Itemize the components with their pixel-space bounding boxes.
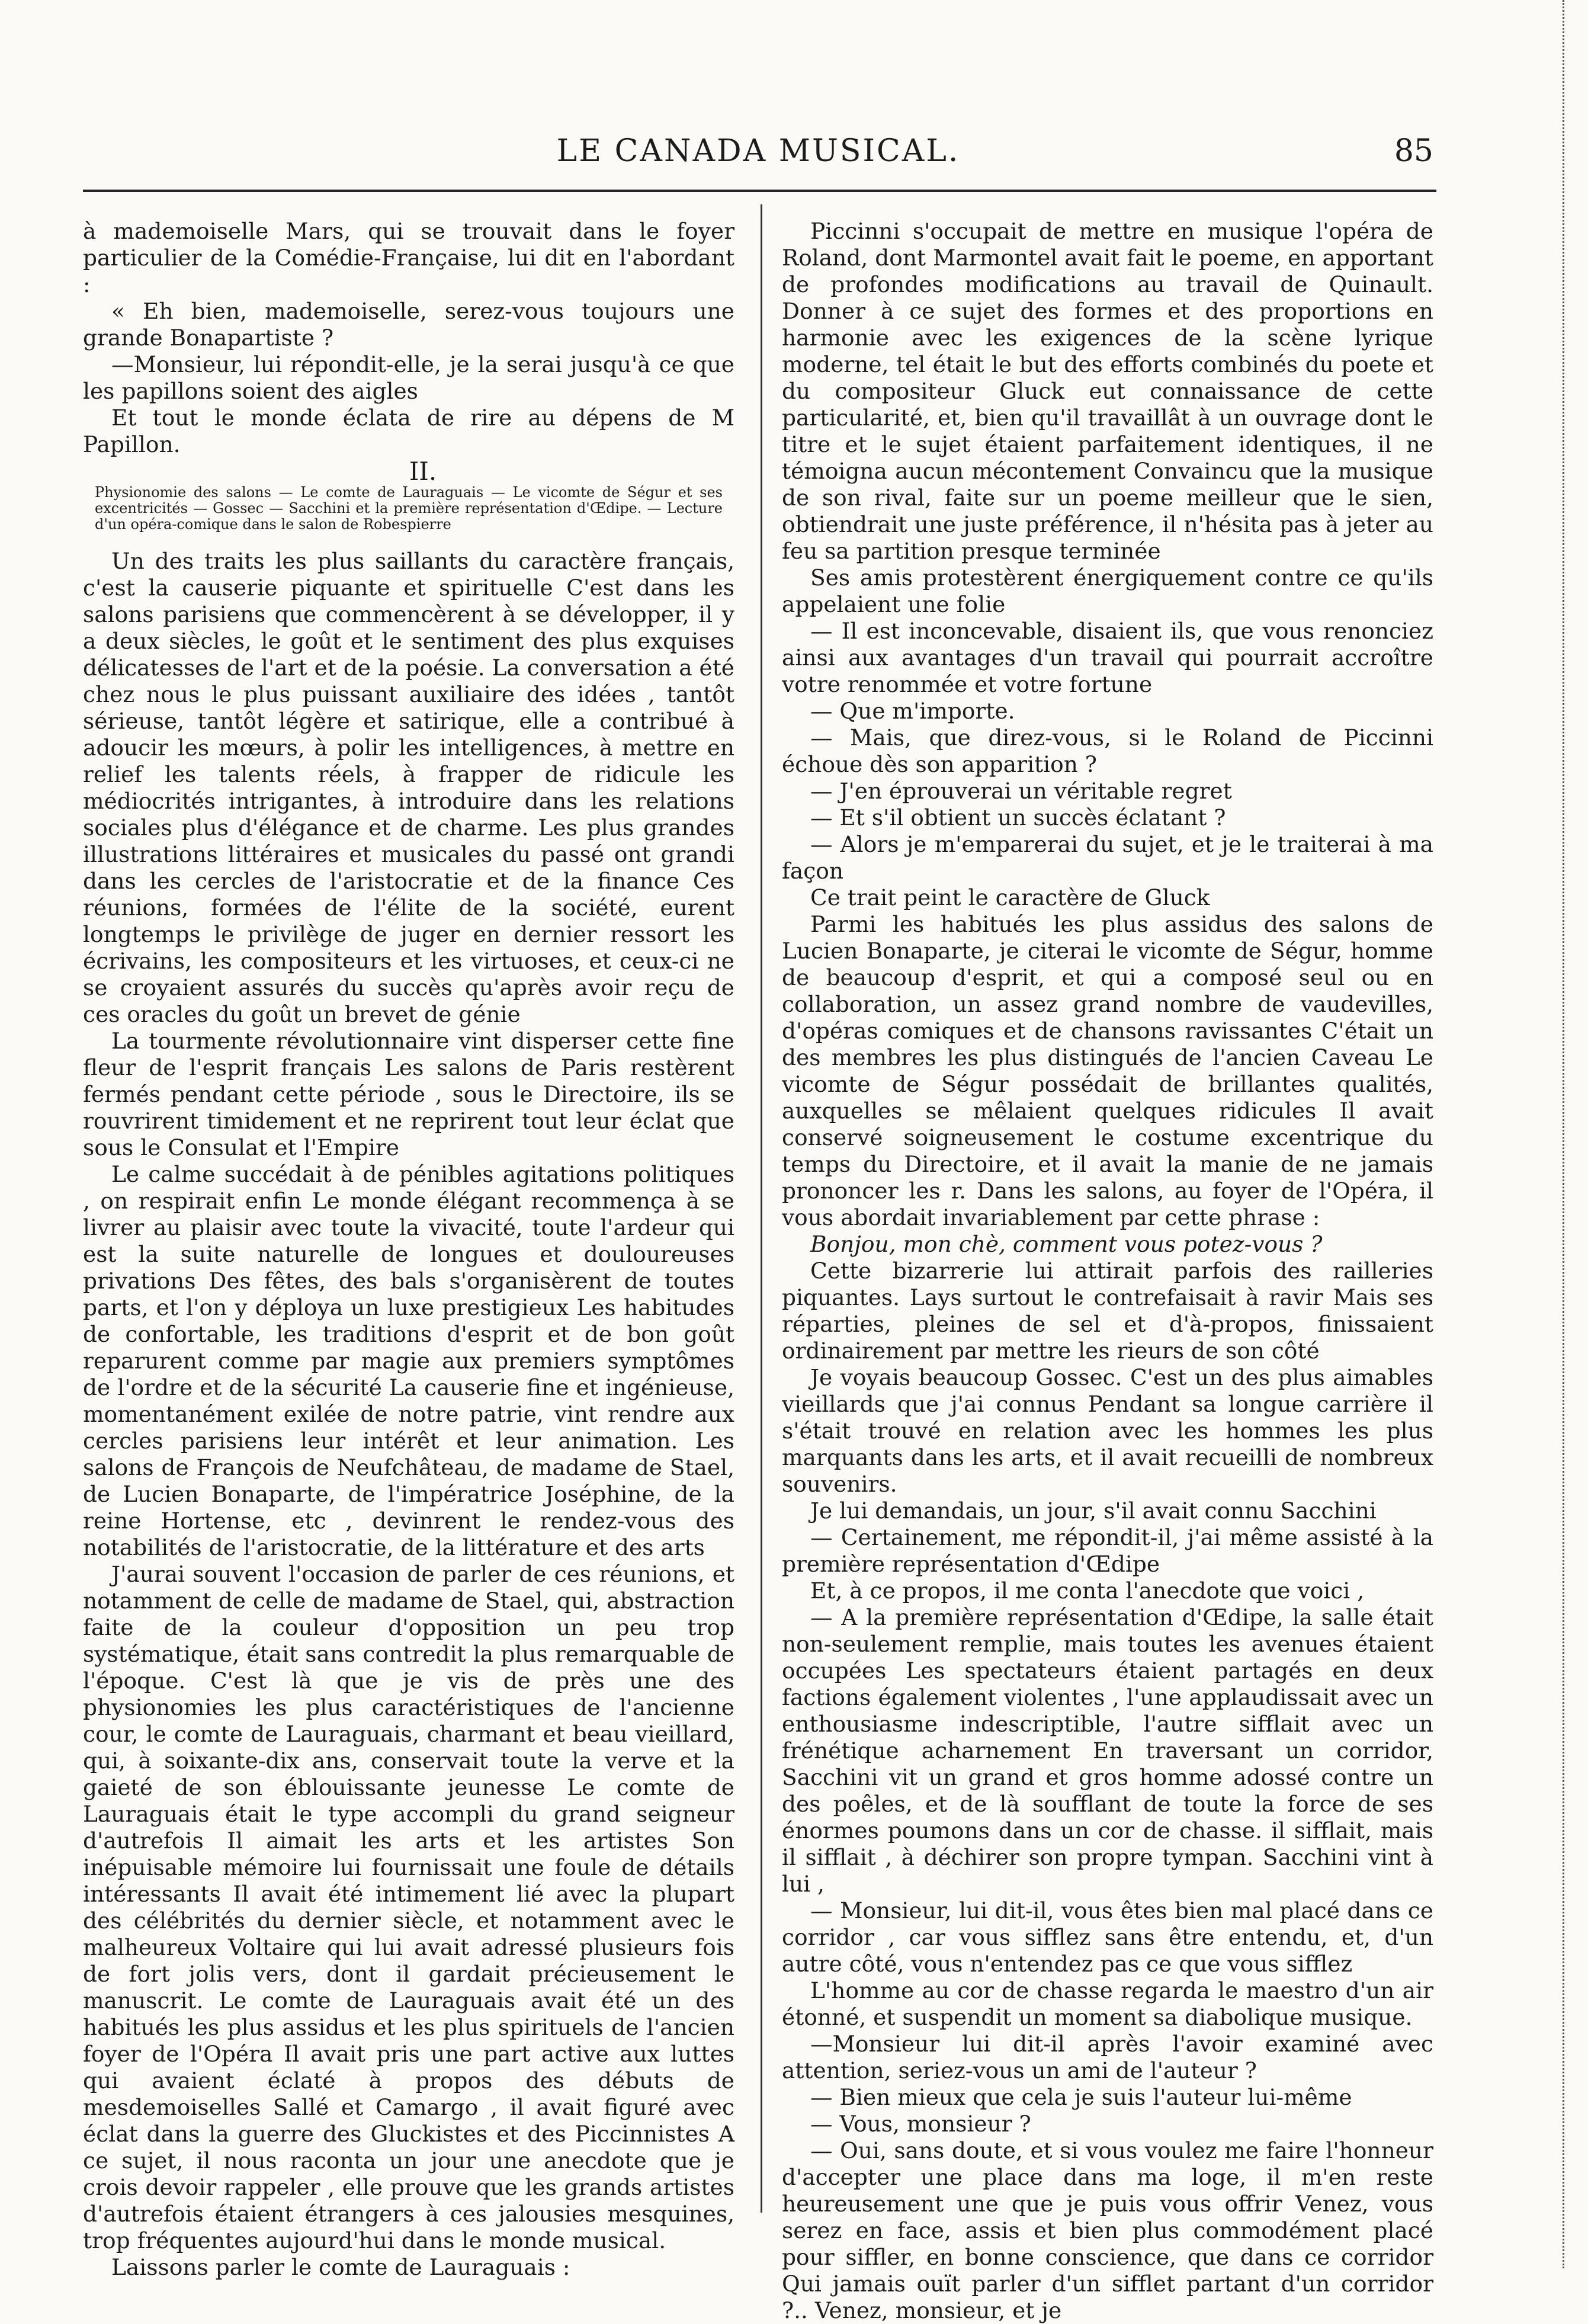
paragraph: —Monsieur, lui répondit-elle, je la serai jusqu'à ce que les papillons soient des aigles bbox=[83, 351, 734, 404]
paragraph: L'homme au cor de chasse regarda le maestro d'un air étonné, et suspendit un moment sa diabolique musique. bbox=[782, 1977, 1433, 2030]
section-summary: Physionomie des salons — Le comte de Lauraguais — Le vicomte de Ségur et ses excentricités — Gossec — Sacchini et la première représentation d'Œdipe. — Lecture d'un opéra-comique dans le salon de Robespierre bbox=[95, 484, 723, 533]
paragraph: — Et s'il obtient un succès éclatant ? bbox=[810, 804, 1226, 831]
paragraph: J'aurai souvent l'occasion de parler de ces réunions, et notamment de celle de madame de Stael, qui, abstraction faite de la couleur d'opposition un peu trop systématique, était sans contredit la plus remarquable de l'époque. C'est là que je vis de près une des physionomies les plus caractéristiques de l'ancienne cour, le comte de Lauraguais, charmant et beau vieillard, qui, à soixante-dix ans, conservait toute la verve et la gaieté de son éblouissante jeunesse Le comte de Lauraguais était le type accompli du grand seigneur d'autrefois Il aimait les arts et les artistes Son inépuisable mémoire lui fournissait une foule de détails intéressants Il avait été intimement lié avec la plupart des célébrités du dernier siècle, et notamment avec le malheureux Voltaire qui lui avait adressé plusieurs fois de fort jolis vers, dont il gardait précieusement le manuscrit. Le comte de Lauraguais avait été un des habitués les plus assidus et les plus spirituels de l'ancien foyer de l'Opéra Il avait pris une part active aux luttes qui avaient éclaté à propos des débuts de mesdemoiselles Sallé et Camargo , il avait figuré avec éclat dans la guerre des Gluckistes et des Piccinnistes A ce sujet, il nous raconta un jour une anecdote que je crois devoir rappeler , elle prouve que les grands artistes d'autrefois étaient étrangers à ces jalousies mesquines, trop fréquentes aujourd'hui dans le monde musical. bbox=[83, 1561, 734, 2254]
paragraph: Ses amis protestèrent énergiquement contre ce qu'ils appelaient une folie bbox=[782, 565, 1433, 617]
paragraph: Et, à ce propos, il me conta l'anecdote que voici , bbox=[810, 1578, 1365, 1604]
paragraph: Et tout le monde éclata de rire au dépens de M Papillon. bbox=[83, 405, 734, 457]
section-number: II. bbox=[409, 457, 437, 486]
paragraph: — Il est inconcevable, disaient ils, que vous renonciez ainsi aux avantages d'un travail qui pourrait accroître votre renommée et votre fortune bbox=[782, 618, 1433, 697]
paragraph-italic: Bonjou, mon chè, comment vous potez-vous ? bbox=[810, 1231, 1323, 1257]
page-number: 85 bbox=[1394, 133, 1433, 169]
paragraph: — Bien mieux que cela je suis l'auteur lui-même bbox=[810, 2084, 1352, 2110]
paragraph: Piccinni s'occupait de mettre en musique l'opéra de Roland, dont Marmontel avait fait le poeme, en apportant de profondes modifications au travail de Quinault. Donner à ce sujet des formes et des proportions en harmonie avec les exigences de la scène lyrique moderne, tel était le but des efforts combinés du poete et du compositeur Gluck eut connaissance de cette particularité, et, bien qu'il travaillât à un ouvrage dont le titre et le sujet étaient parfaitement identiques, il ne témoigna aucun mécontement Convaincu que la musique de son rival, faite sur un poeme meilleur que le sien, obtiendrait une juste préférence, il n'hésita pas à jeter au feu sa partition presque terminée bbox=[782, 218, 1433, 564]
paragraph: Le calme succédait à de pénibles agitations politiques , on respirait enfin Le monde élégant recommença à se livrer au plaisir avec toute la vivacité, toute l'ardeur qui est la suite naturelle de longues et douloureuses privations Des fêtes, des bals s'organisèrent de toutes parts, et l'on y déploya un luxe prestigieux Les habitudes de confortable, les traditions d'esprit et de bon goût reparurent comme par magie aux premiers symptômes de l'ordre et de la sécurité La causerie fine et ingénieuse, momentanément exilée de notre patrie, vint rendre aux cercles parisiens leur intérêt et leur animation. Les salons de François de Neufchâteau, de madame de Stael, de Lucien Bonaparte, de l'impératrice Joséphine, de la reine Hortense, etc , devinrent le rendez-vous des notabilités de l'aristocratie, de la littérature et des arts bbox=[83, 1161, 734, 1560]
paragraph: Laissons parler le comte de Lauraguais : bbox=[111, 2254, 570, 2280]
paragraph: Ce trait peint le caractère de Gluck bbox=[810, 884, 1210, 911]
paragraph: — Vous, monsieur ? bbox=[810, 2111, 1031, 2137]
paragraph: Parmi les habitués les plus assidus des salons de Lucien Bonaparte, je citerai le vicomte de Ségur, homme de beaucoup d'esprit, et qui a composé seul ou en collaboration, un assez grand nombre de vaudevilles, d'opéras comiques et de chansons ravissantes C'était un des membres les plus distingués de l'ancien Caveau Le vicomte de Ségur possédait de brillantes qualités, auxquelles se mêlaient quelques ridicules Il avait conservé soigneusement le costume excentrique du temps du Directoire, et il avait la manie de ne jamais prononcer les r. Dans les salons, au foyer de l'Opéra, il vous abordait invariablement par cette phrase : bbox=[782, 911, 1433, 1230]
paragraph: — Certainement, me répondit-il, j'ai même assisté à la première représentation d'Œdipe bbox=[782, 1524, 1433, 1577]
paragraph: La tourmente révolutionnaire vint disperser cette fine fleur de l'esprit français Les salons de Paris restèrent fermés pendant cette période , sous le Directoire, ils se rouvrirent timidement et ne reprirent tout leur éclat que sous le Consulat et l'Empire bbox=[83, 1028, 734, 1161]
paragraph: — Alors je m'emparerai du sujet, et je le traiterai à ma façon bbox=[782, 831, 1433, 884]
scan-edge bbox=[1563, 0, 1588, 2268]
paragraph: — Oui, sans doute, et si vous voulez me faire l'honneur d'accepter une place dans ma loge, il m'en reste heureusement une que je puis vous offrir Venez, vous serez en face, assis et bien plus commodément placé pour siffler, en bonne conscience, que dans ce corridor Qui jamais ouït parler d'un sifflet partant d'un corridor ?.. Venez, monsieur, et je bbox=[782, 2137, 1433, 2323]
journal-title: LE CANADA MUSICAL. bbox=[556, 133, 960, 169]
paragraph: — Mais, que direz-vous, si le Roland de Piccinni échoue dès son apparition ? bbox=[782, 725, 1433, 777]
paragraph: — Que m'importe. bbox=[810, 698, 1015, 724]
left-column bbox=[83, 218, 734, 2280]
page-header bbox=[83, 133, 1433, 175]
paragraph: Un des traits les plus saillants du caractère français, c'est la causerie piquante et spirituelle C'est dans les salons parisiens que commencèrent à se développer, il y a deux siècles, le goût et le sentiment des plus exquises délicatesses de l'art et de la poésie. La conversation a été chez nous le plus puissant auxiliaire des idées , tantôt sérieuse, tantôt légère et satirique, elle a contribué à adoucir les mœurs, à polir les intelligences, à mettre en relief les talents réels, à frapper de ridicule les médiocrités intrigantes, à introduire dans les relations sociales plus d'élégance et de charme. Les plus grandes illustrations littéraires et musicales du passé ont grandi dans les cercles de l'aristocratie et de la finance Ces réunions, formées de l'élite de la société, eurent longtemps le privilège de juger en dernier ressort les écrivains, les compositeurs et les virtuoses, et ceux-ci ne se croyaient assurés du succès qu'après avoir reçu de ces oracles du goût un brevet de génie bbox=[83, 548, 734, 1027]
paragraph: — A la première représentation d'Œdipe, la salle était non-seulement remplie, mais toutes les avenues étaient occupées Les spectateurs étaient partagés en deux factions également violentes , l'une applaudissait avec un enthousiasme indescriptible, l'autre sifflait avec un frénétique acharnement En traversant un corridor, Sacchini vit un grand et gros homme adossé contre un des poêles, et de là soufflant de toute la force de ses énormes poumons dans un cor de chasse. il sifflait, mais il sifflait , à déchirer son propre tympan. Sacchini vint à lui , bbox=[782, 1604, 1433, 1897]
header-rule bbox=[83, 190, 1436, 192]
paragraph: « Eh bien, mademoiselle, serez-vous toujours une grande Bonapartiste ? bbox=[83, 298, 734, 351]
paragraph: — Monsieur, lui dit-il, vous êtes bien mal placé dans ce corridor , car vous sifflez sans être entendu, et, d'un autre côté, vous n'entendez pas ce que vous sifflez bbox=[782, 1897, 1433, 1977]
paragraph: à mademoiselle Mars, qui se trouvait dans le foyer particulier de la Comédie-Française, lui dit en l'abordant : bbox=[83, 218, 734, 297]
paragraph: Je lui demandais, un jour, s'il avait connu Sacchini bbox=[810, 1498, 1377, 1524]
paragraph: Cette bizarrerie lui attirait parfois des railleries piquantes. Lays surtout le contrefaisait à ravir Mais ses réparties, pleines de sel et d'à-propos, finissaient ordinairement par mettre les rieurs de son côté bbox=[782, 1258, 1433, 1364]
paragraph: Je voyais beaucoup Gossec. C'est un des plus aimables vieillards que j'ai connus Pendant sa longue carrière il s'était trouvé en relation avec les hommes les plus marquants dans les arts, et il avait recueilli de nombreux souvenirs. bbox=[782, 1364, 1433, 1497]
paragraph: —Monsieur lui dit-il après l'avoir examiné avec attention, seriez-vous un ami de l'auteur ? bbox=[782, 2031, 1433, 2083]
column-divider bbox=[761, 204, 762, 2213]
right-column bbox=[782, 218, 1433, 2323]
paragraph: — J'en éprouverai un véritable regret bbox=[810, 778, 1232, 804]
